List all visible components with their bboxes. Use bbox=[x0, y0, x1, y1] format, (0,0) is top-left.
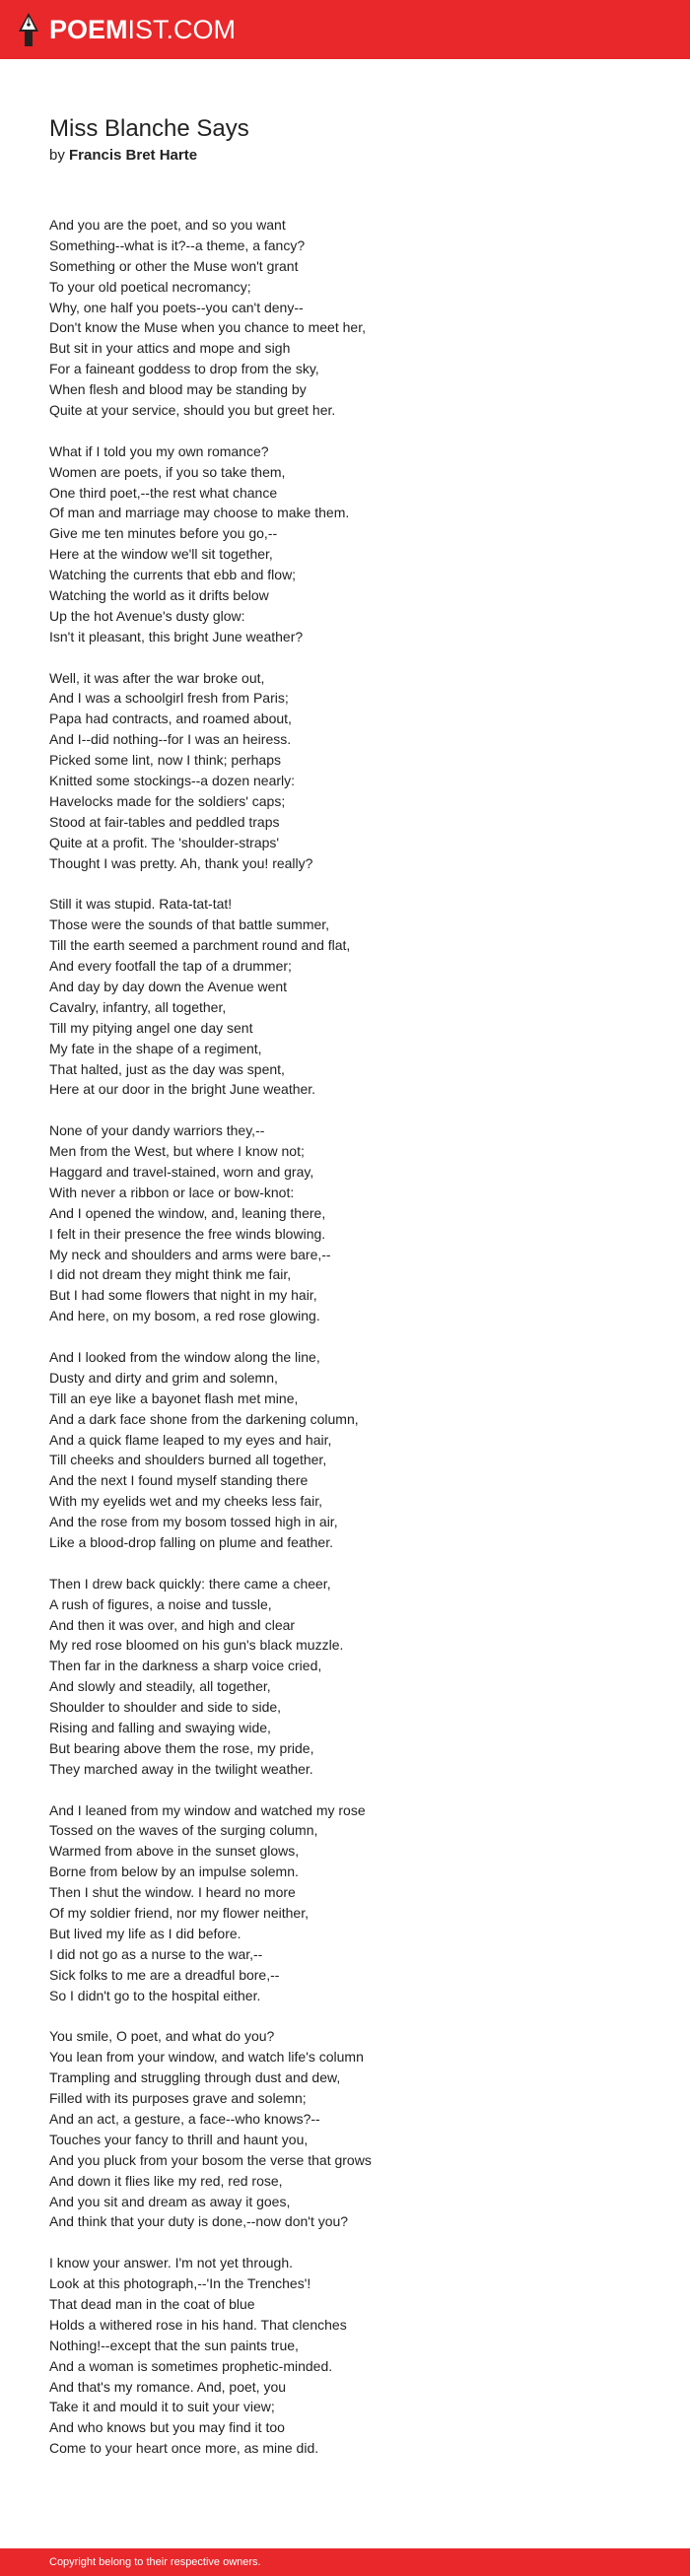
poem-line: And then it was over, and high and clear bbox=[49, 1616, 296, 1633]
stanza bbox=[49, 1120, 651, 1326]
poem-line: My fate in the shape of a regiment, bbox=[49, 1040, 262, 1056]
poem-line: Shoulder to shoulder and side to side, bbox=[49, 1699, 282, 1716]
poem-line: With never a ribbon or lace or bow-knot: bbox=[49, 1184, 295, 1200]
poem-line: Dusty and dirty and grim and solemn, bbox=[49, 1369, 278, 1386]
poem-line: Look at this photograph,--'In the Trenches'! bbox=[49, 2275, 311, 2292]
poem-line: Holds a withered rose in his hand. That clenches bbox=[49, 2316, 347, 2333]
poem-line: Then far in the darkness a sharp voice cried, bbox=[49, 1658, 322, 1674]
poem-line: I did not dream they might think me fair, bbox=[49, 1266, 292, 1283]
site-logo[interactable] bbox=[18, 10, 236, 49]
poem-line: Havelocks made for the soldiers' caps; bbox=[49, 792, 286, 809]
stanza bbox=[49, 2253, 651, 2459]
poem-line: Tossed on the waves of the surging column, bbox=[49, 1822, 318, 1839]
poem-line: Take it and mould it to suit your view; bbox=[49, 2399, 275, 2415]
poem-line: Something or other the Muse won't grant bbox=[49, 257, 299, 274]
poem-line: And I looked from the window along the line, bbox=[49, 1348, 320, 1365]
poem-line: Rising and falling and swaying wide, bbox=[49, 1720, 271, 1736]
poem-line: With my eyelids wet and my cheeks less fair, bbox=[49, 1493, 322, 1510]
poem-line: And who knows but you may find it too bbox=[49, 2419, 285, 2436]
poem-line: And you sit and dream as away it goes, bbox=[49, 2193, 291, 2209]
poem-line: One third poet,--the rest what chance bbox=[49, 484, 278, 501]
poem-line: And down it flies like my red, red rose, bbox=[49, 2172, 283, 2189]
poem-line: That dead man in the coat of blue bbox=[49, 2295, 255, 2312]
poem-line: Sick folks to me are a dreadful bore,-- bbox=[49, 1966, 280, 1983]
poem-line: Watching the world as it drifts below bbox=[49, 587, 269, 604]
poem-line: Till cheeks and shoulders burned all together, bbox=[49, 1452, 327, 1468]
poem-body bbox=[49, 215, 651, 2479]
poem-line: Touches your fancy to thrill and haunt you, bbox=[49, 2131, 309, 2147]
pen-nib-icon bbox=[18, 12, 39, 47]
stanza bbox=[49, 2026, 651, 2232]
logo-text-bold: POEM bbox=[49, 15, 128, 44]
poem-line: Nothing!--except that the sun paints true, bbox=[49, 2337, 299, 2353]
poem-line: For a faineant goddess to drop from the sky, bbox=[49, 361, 319, 377]
poem-line: Well, it was after the war broke out, bbox=[49, 669, 265, 686]
poem-line: And that's my romance. And, poet, you bbox=[49, 2378, 287, 2395]
poem-line: I know your answer. I'm not yet through. bbox=[49, 2255, 294, 2271]
poem-line: Give me ten minutes before you go,-- bbox=[49, 525, 278, 542]
poem-line: Those were the sounds of that battle summer, bbox=[49, 916, 330, 933]
byline bbox=[49, 146, 641, 166]
poem-line: And here, on my bosom, a red rose glowing. bbox=[49, 1308, 320, 1324]
poem-line: Warmed from above in the sunset glows, bbox=[49, 1843, 300, 1860]
poem-title-block bbox=[49, 114, 641, 166]
poem-line: That halted, just as the day was spent, bbox=[49, 1060, 285, 1077]
poem-line: Thought I was pretty. Ah, thank you! really? bbox=[49, 854, 313, 871]
poem-line: So I didn't go to the hospital either. bbox=[49, 1987, 261, 2003]
poem-line: What if I told you my own romance? bbox=[49, 442, 269, 459]
poem-line: Still it was stupid. Rata-tat-tat! bbox=[49, 896, 233, 913]
poem-line: Of man and marriage may choose to make them. bbox=[49, 505, 350, 521]
poem-line: Then I shut the window. I heard no more bbox=[49, 1884, 296, 1901]
poem-line: Picked some lint, now I think; perhaps bbox=[49, 752, 282, 769]
stanza bbox=[49, 894, 651, 1100]
site-footer bbox=[0, 2548, 690, 2576]
stanza bbox=[49, 1347, 651, 1553]
poem-line: Till an eye like a bayonet flash met mine, bbox=[49, 1390, 299, 1406]
poem-line: I did not go as a nurse to the war,-- bbox=[49, 1945, 263, 1962]
poem-line: And I was a schoolgirl fresh from Paris; bbox=[49, 690, 289, 707]
poem-line: And the rose from my bosom tossed high in air, bbox=[49, 1514, 338, 1530]
poem-line: Cavalry, infantry, all together, bbox=[49, 998, 227, 1015]
poem-line: Of my soldier friend, nor my flower neither, bbox=[49, 1905, 309, 1922]
poem-line: And I leaned from my window and watched my rose bbox=[49, 1801, 366, 1818]
stanza bbox=[49, 1574, 651, 1780]
poem-line: But I had some flowers that night in my hair, bbox=[49, 1287, 317, 1304]
poem-line: Isn't it pleasant, this bright June weather? bbox=[49, 628, 304, 644]
poem-line: You lean from your window, and watch life's column bbox=[49, 2049, 364, 2066]
poem-line: Quite at a profit. The 'shoulder-straps' bbox=[49, 834, 280, 850]
poem-line: Knitted some stockings--a dozen nearly: bbox=[49, 773, 296, 789]
poem-line: Watching the currents that ebb and flow; bbox=[49, 567, 297, 583]
poem-line: Quite at your service, should you but greet her. bbox=[49, 402, 336, 419]
poem-line: None of your dandy warriors they,-- bbox=[49, 1122, 265, 1139]
poem-line: A rush of figures, a noise and tussle, bbox=[49, 1595, 272, 1612]
poem-line: My neck and shoulders and arms were bare,-- bbox=[49, 1246, 331, 1262]
poem-line: Stood at fair-tables and peddled traps bbox=[49, 813, 280, 830]
poem-line: And you pluck from your bosom the verse that grows bbox=[49, 2151, 372, 2168]
poem-line: Men from the West, but where I know not; bbox=[49, 1143, 305, 1160]
poem-line: They marched away in the twilight weather. bbox=[49, 1760, 313, 1777]
poem-line: But lived my life as I did before. bbox=[49, 1925, 242, 1941]
poem-line: I felt in their presence the free winds blowing. bbox=[49, 1225, 326, 1242]
by-label: by bbox=[49, 147, 65, 164]
stanza bbox=[49, 215, 651, 421]
stanza bbox=[49, 668, 651, 874]
poem-line: To your old poetical necromancy; bbox=[49, 278, 251, 295]
poem-line: And a quick flame leaped to my eyes and hair, bbox=[49, 1431, 332, 1448]
poem-line: And every footfall the tap of a drummer; bbox=[49, 958, 292, 975]
poem-line: My red rose bloomed on his gun's black muzzle. bbox=[49, 1637, 344, 1654]
poem-line: Borne from below by an impulse solemn. bbox=[49, 1864, 299, 1880]
poem-line: And the next I found myself standing there bbox=[49, 1472, 309, 1489]
poem-line: And I opened the window, and, leaning there, bbox=[49, 1204, 326, 1221]
logo-text bbox=[49, 10, 236, 49]
poem-line: And day by day down the Avenue went bbox=[49, 978, 288, 994]
poem-line: Come to your heart once more, as mine did. bbox=[49, 2440, 319, 2457]
logo-text-rest: IST.COM bbox=[127, 15, 237, 44]
poem-line: Something--what is it?--a theme, a fancy? bbox=[49, 237, 306, 253]
poem-line: Up the hot Avenue's dusty glow: bbox=[49, 607, 245, 624]
poem-line: But bearing above them the rose, my pride, bbox=[49, 1739, 314, 1756]
poem-line: Filled with its purposes grave and solemn; bbox=[49, 2090, 307, 2107]
poem-line: And think that your duty is done,--now don't you? bbox=[49, 2213, 349, 2230]
poem-line: Till my pitying angel one day sent bbox=[49, 1019, 253, 1036]
poem-line: Why, one half you poets--you can't deny-- bbox=[49, 299, 304, 315]
copyright-notice: Copyright belong to their respective owners. bbox=[49, 2556, 261, 2568]
author-name[interactable]: Francis Bret Harte bbox=[69, 147, 198, 164]
stanza bbox=[49, 1800, 651, 2006]
poem-line: Trampling and struggling through dust and dew, bbox=[49, 2069, 341, 2086]
poem-line: Here at our door in the bright June weather. bbox=[49, 1081, 316, 1098]
poem-line: Here at the window we'll sit together, bbox=[49, 546, 273, 563]
stanza bbox=[49, 441, 651, 647]
poem-line: Like a blood-drop falling on plume and feather. bbox=[49, 1534, 333, 1550]
poem-line: And an act, a gesture, a face--who knows?-- bbox=[49, 2110, 320, 2127]
poem-line: Till the earth seemed a parchment round and flat, bbox=[49, 937, 351, 954]
poem-line: You smile, O poet, and what do you? bbox=[49, 2028, 275, 2045]
poem-line: Papa had contracts, and roamed about, bbox=[49, 711, 292, 727]
site-header bbox=[0, 0, 690, 59]
poem-line: Then I drew back quickly: there came a cheer, bbox=[49, 1575, 331, 1592]
poem-line: And I--did nothing--for I was an heiress. bbox=[49, 731, 292, 748]
poem-line: And a woman is sometimes prophetic-minded. bbox=[49, 2357, 333, 2374]
poem-line: And you are the poet, and so you want bbox=[49, 217, 286, 233]
poem-line: Don't know the Muse when you chance to meet her, bbox=[49, 319, 366, 336]
poem-title: Miss Blanche Says bbox=[49, 115, 249, 142]
poem-line: And slowly and steadily, all together, bbox=[49, 1678, 271, 1695]
poem-line: And a dark face shone from the darkening column, bbox=[49, 1410, 359, 1427]
poem-line: But sit in your attics and mope and sigh bbox=[49, 340, 291, 357]
poem-line: Women are poets, if you so take them, bbox=[49, 463, 286, 480]
poem-line: Haggard and travel-stained, worn and gray, bbox=[49, 1163, 314, 1180]
poem-line: When flesh and blood may be standing by bbox=[49, 381, 307, 398]
